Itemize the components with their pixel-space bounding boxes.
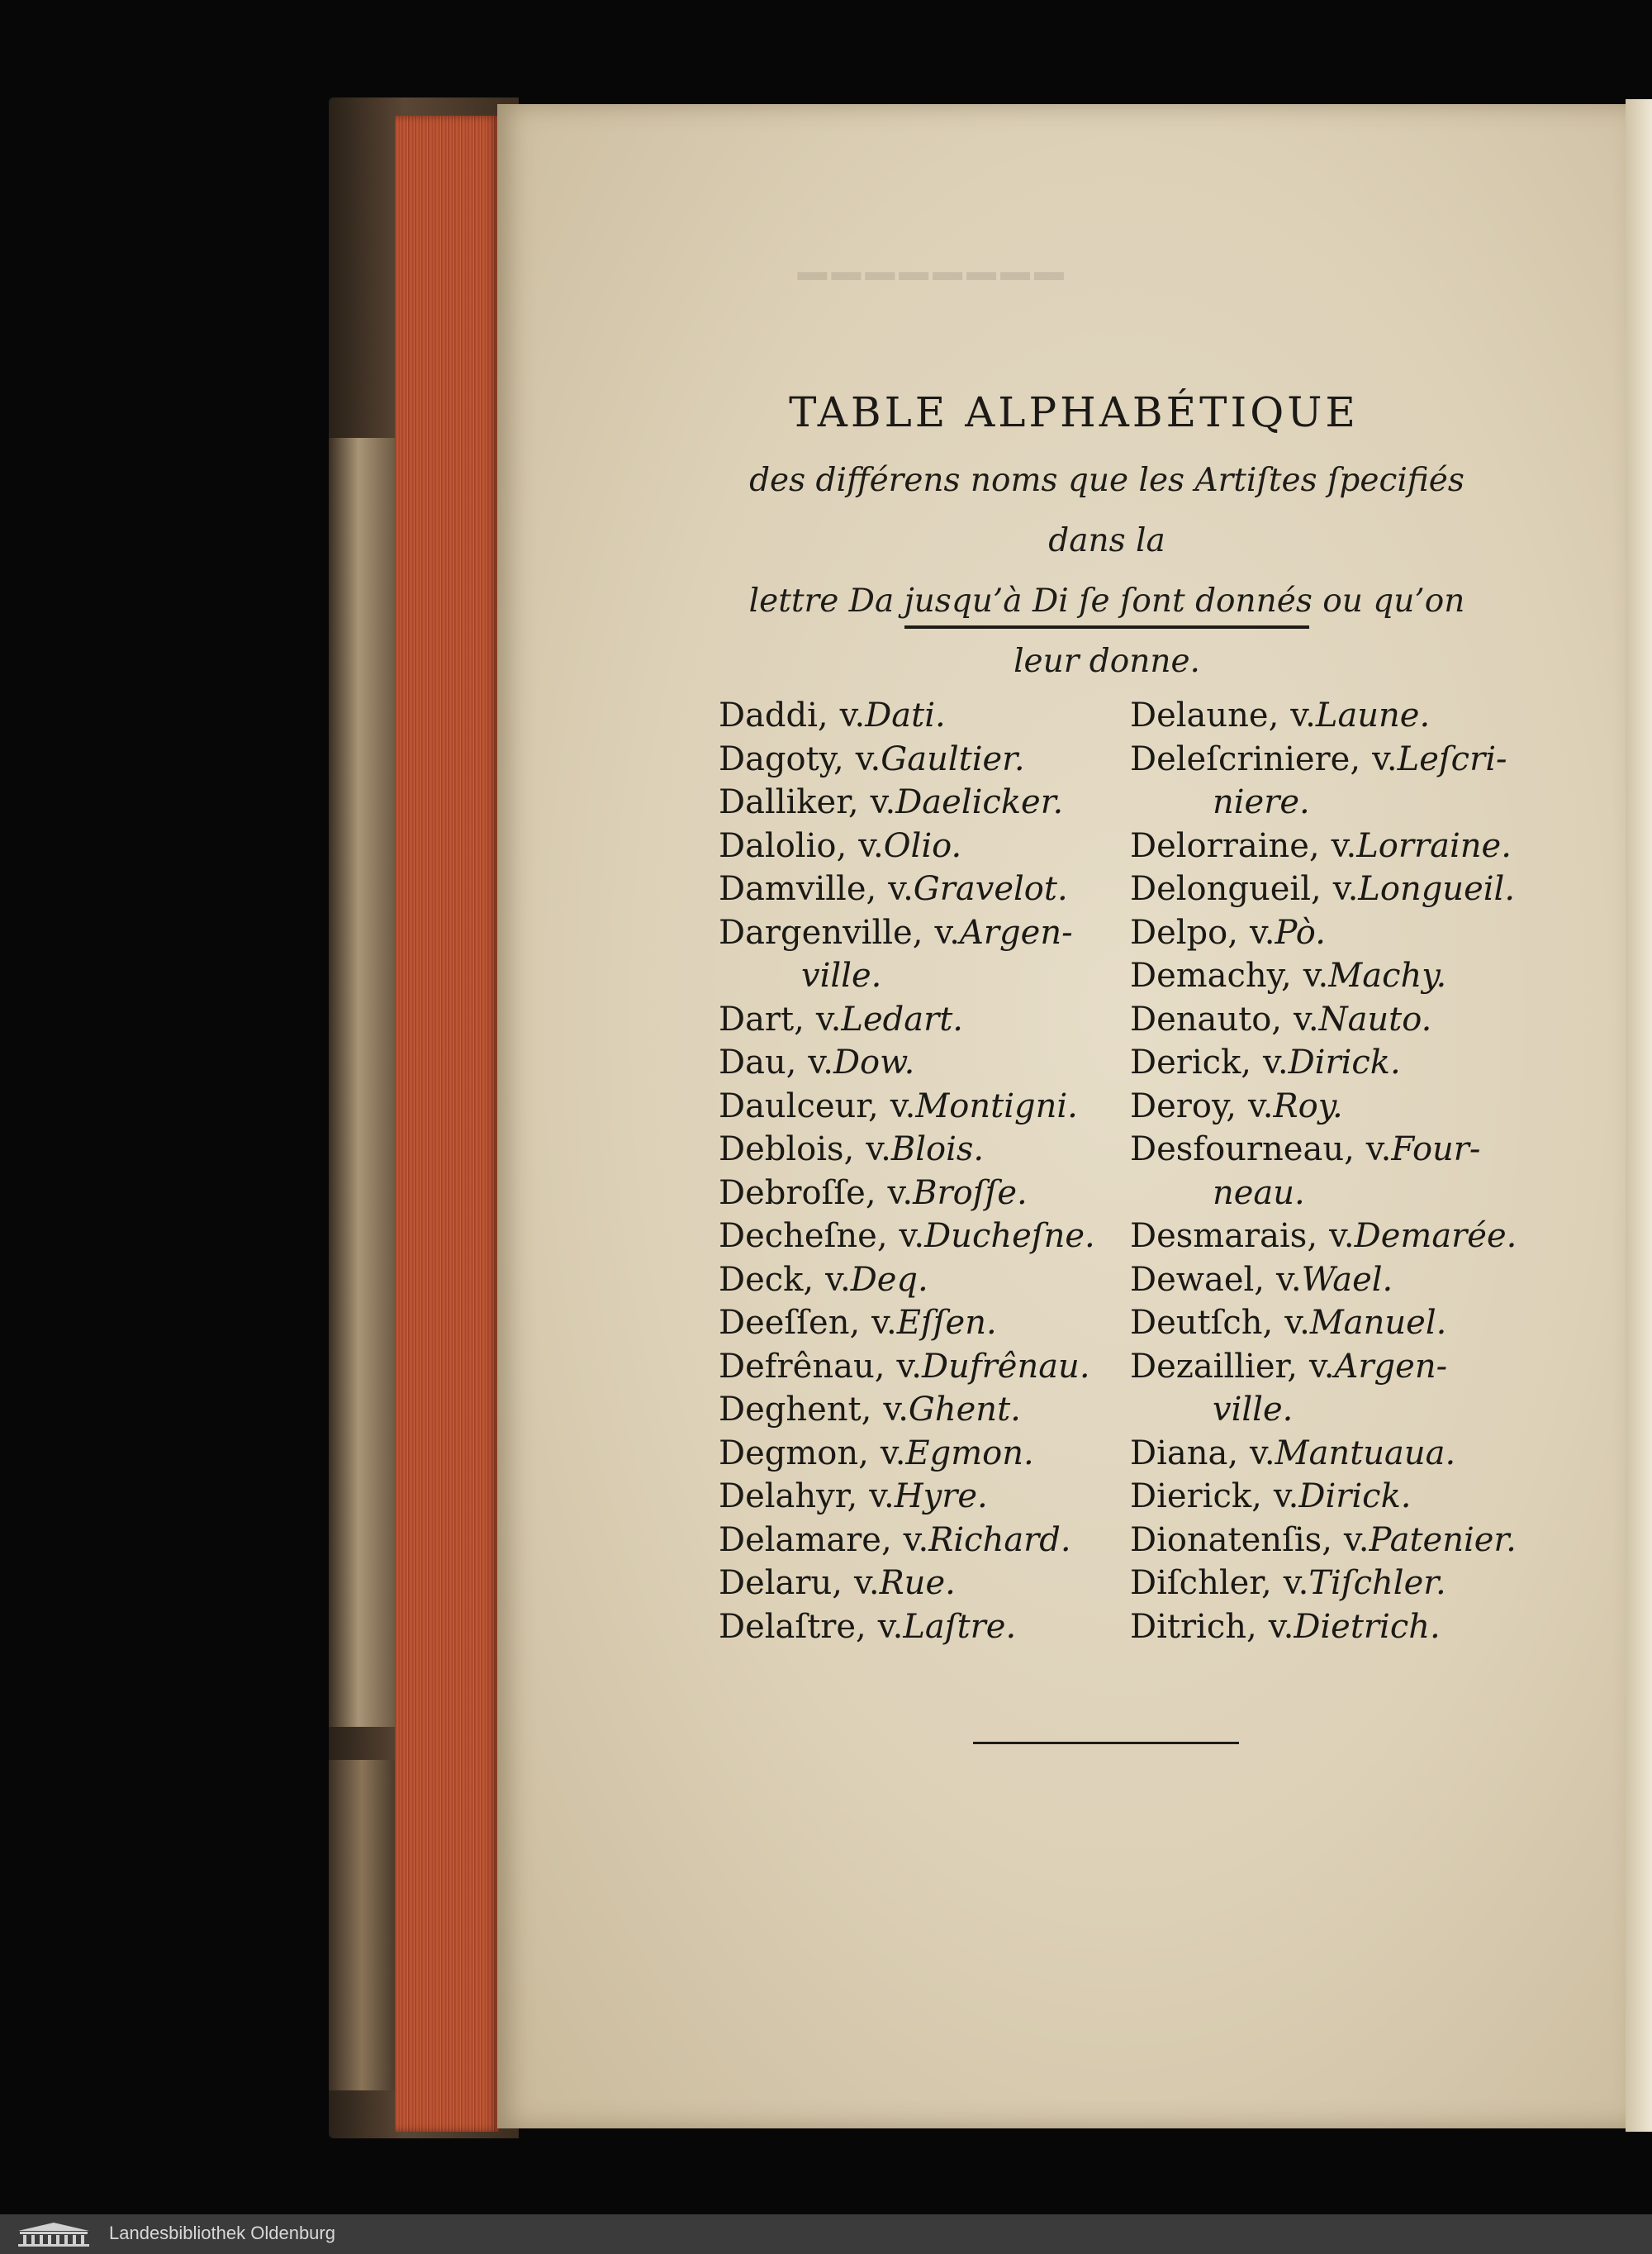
index-entry xyxy=(1130,825,1517,868)
entry-name: Deck, xyxy=(719,1260,814,1299)
entry-name: Daddi, xyxy=(719,697,828,735)
entry-name: Dionatenſis, xyxy=(1130,1520,1332,1559)
entry-reference: Four- xyxy=(1391,1130,1481,1168)
index-entry xyxy=(719,781,1095,825)
entry-name: Delpo, xyxy=(1130,913,1238,952)
entry-reference: Dirick. xyxy=(1288,1044,1401,1082)
entry-reference: Pò. xyxy=(1275,913,1326,952)
facing-page-edge xyxy=(1626,99,1652,2132)
see-abbrev: v. xyxy=(1250,1434,1275,1472)
entry-reference: Eſſen. xyxy=(896,1304,997,1342)
see-abbrev: v. xyxy=(1308,1347,1335,1386)
see-abbrev: v. xyxy=(896,1347,923,1386)
index-entry xyxy=(719,1085,1095,1129)
index-entry xyxy=(1130,1562,1517,1605)
entry-name: Deeſſen, xyxy=(719,1304,861,1342)
index-entry xyxy=(719,1388,1095,1432)
entry-reference: Gravelot. xyxy=(913,870,1068,908)
index-entry xyxy=(719,1605,1095,1649)
see-abbrev: v. xyxy=(899,1217,925,1255)
entry-name: Debroſſe, xyxy=(719,1173,876,1212)
entry-name: Dewael, xyxy=(1130,1260,1265,1299)
see-abbrev: v. xyxy=(880,1434,906,1472)
see-abbrev: v. xyxy=(1263,1044,1289,1082)
index-entry xyxy=(719,1432,1095,1476)
see-abbrev: v. xyxy=(877,1607,904,1646)
see-abbrev: v. xyxy=(853,1564,880,1602)
index-entry xyxy=(719,868,1095,911)
subtitle-line: leur donne. xyxy=(1014,643,1200,680)
entry-name: Delaru, xyxy=(719,1564,843,1602)
page-edges xyxy=(395,116,499,2132)
entry-name: Delahyr, xyxy=(719,1477,858,1515)
entry-name: Damville, xyxy=(719,870,877,908)
see-abbrev: v. xyxy=(839,697,866,735)
index-entry xyxy=(719,738,1095,782)
bleed-through: ━━━━━━━━ xyxy=(793,248,1064,304)
entry-name: Deblois, xyxy=(719,1130,855,1168)
entry-reference-continued: ville. xyxy=(1213,1391,1294,1429)
entry-reference: Laune. xyxy=(1315,697,1431,735)
index-entry xyxy=(1130,1475,1517,1519)
entry-reference: Demarée. xyxy=(1354,1217,1517,1255)
index-entry xyxy=(1130,998,1517,1042)
entry-reference: Leſcri- xyxy=(1397,739,1507,778)
index-entry xyxy=(719,1172,1095,1215)
entry-reference: Broſſe. xyxy=(913,1173,1028,1212)
entry-name: Dargenville, xyxy=(719,913,923,952)
see-abbrev: v. xyxy=(825,1260,851,1299)
entry-name: Deleſcriniere, xyxy=(1130,739,1361,778)
index-entry xyxy=(1130,1301,1517,1345)
footer-bar xyxy=(0,2214,1652,2254)
entry-reference: Ghent. xyxy=(908,1391,1021,1429)
entry-reference: Hyre. xyxy=(894,1477,988,1515)
library-name: Landesbibliothek Oldenburg xyxy=(109,2223,335,2243)
spine-label xyxy=(329,438,395,1727)
index-entry xyxy=(719,1301,1095,1345)
entry-reference: Rue. xyxy=(879,1564,956,1602)
see-abbrev: v. xyxy=(871,1304,897,1342)
entry-reference: Laſtre. xyxy=(903,1607,1017,1646)
spine-label-lower xyxy=(329,1760,395,2090)
see-abbrev: v. xyxy=(1293,1000,1319,1039)
entry-name: Defrênau, xyxy=(719,1347,885,1386)
entry-reference: Argen- xyxy=(1334,1347,1448,1386)
index-entry xyxy=(1130,1215,1517,1258)
see-abbrev: v. xyxy=(870,783,896,821)
index-entry xyxy=(719,911,1095,955)
title-rule xyxy=(904,625,1309,629)
entry-name: Dalliker, xyxy=(719,783,859,821)
entry-name: Denauto, xyxy=(1130,1000,1282,1039)
entry-continuation xyxy=(1130,781,1517,825)
entry-name: Decheſne, xyxy=(719,1217,888,1255)
index-entry xyxy=(1130,868,1517,911)
entry-name: Ditrich, xyxy=(1130,1607,1257,1646)
entry-reference-continued: neau. xyxy=(1213,1173,1305,1212)
page-title: TABLE ALPHABÉTIQUE xyxy=(789,388,1359,436)
index-entry xyxy=(1130,911,1517,955)
entry-name: Delorraine, xyxy=(1130,826,1320,865)
entry-name: Deroy, xyxy=(1130,1087,1237,1125)
entry-name: Desmarais, xyxy=(1130,1217,1318,1255)
subtitle-line: des différens noms que les Artiſtes ſpecifiés dans la xyxy=(749,462,1464,559)
index-entry xyxy=(719,1475,1095,1519)
index-entry xyxy=(1130,1041,1517,1085)
entry-reference: Ledart. xyxy=(841,1000,964,1039)
entry-reference: Patenier. xyxy=(1369,1520,1517,1559)
entry-reference: Longueil. xyxy=(1358,870,1516,908)
entry-reference: Deq. xyxy=(850,1260,928,1299)
see-abbrev: v. xyxy=(888,870,914,908)
entry-reference: Dufrênau. xyxy=(922,1347,1090,1386)
see-abbrev: v. xyxy=(866,1130,891,1168)
entry-reference: Dietrich. xyxy=(1294,1607,1441,1646)
see-abbrev: v. xyxy=(1303,957,1329,995)
index-column-right xyxy=(1130,694,1517,1648)
entry-reference: Daelicker. xyxy=(895,783,1064,821)
entry-name: Degmon, xyxy=(719,1434,869,1472)
entry-continuation xyxy=(719,954,1095,998)
index-entry xyxy=(719,1345,1095,1389)
index-entry xyxy=(719,1128,1095,1172)
entry-reference: Machy. xyxy=(1328,957,1447,995)
see-abbrev: v. xyxy=(1284,1304,1310,1342)
see-abbrev: v. xyxy=(1372,739,1398,778)
see-abbrev: v. xyxy=(934,913,961,952)
entry-name: Deutſch, xyxy=(1130,1304,1274,1342)
entry-name: Dau, xyxy=(719,1044,797,1082)
entry-reference: Dow. xyxy=(833,1044,915,1082)
see-abbrev: v. xyxy=(887,1173,914,1212)
entry-reference: Richard. xyxy=(928,1520,1071,1559)
index-entry xyxy=(1130,1605,1517,1649)
index-entry xyxy=(1130,1432,1517,1476)
see-abbrev: v. xyxy=(858,826,884,865)
see-abbrev: v. xyxy=(1283,1564,1309,1602)
see-abbrev: v. xyxy=(1273,1477,1299,1515)
entry-reference: Argen- xyxy=(960,913,1073,952)
entry-continuation xyxy=(1130,1172,1517,1215)
see-abbrev: v. xyxy=(1343,1520,1370,1559)
entry-reference-continued: niere. xyxy=(1213,783,1310,821)
entry-name: Dagoty, xyxy=(719,739,844,778)
index-entry xyxy=(719,1041,1095,1085)
see-abbrev: v. xyxy=(1247,1087,1274,1125)
entry-name: Diana, xyxy=(1130,1434,1239,1472)
see-abbrev: v. xyxy=(1365,1130,1392,1168)
see-abbrev: v. xyxy=(1268,1607,1294,1646)
see-abbrev: v. xyxy=(883,1391,909,1429)
index-entry xyxy=(1130,1128,1517,1172)
subtitle-line: lettre Da jusqu’à Di ſe ſont donnés ou qu’on xyxy=(748,583,1465,620)
entry-reference: Egmon. xyxy=(905,1434,1034,1472)
entry-reference: Roy. xyxy=(1273,1087,1343,1125)
entry-name: Delaune, xyxy=(1130,697,1279,735)
entry-name: Delongueil, xyxy=(1130,870,1322,908)
page-subtitle xyxy=(710,450,1503,692)
index-entry xyxy=(719,825,1095,868)
entry-name: Dart, xyxy=(719,1000,805,1039)
entry-reference: Manuel. xyxy=(1309,1304,1447,1342)
see-abbrev: v. xyxy=(1249,913,1275,952)
entry-reference: Mantuaua. xyxy=(1275,1434,1456,1472)
see-abbrev: v. xyxy=(1331,826,1357,865)
entry-reference: Blois. xyxy=(890,1130,985,1168)
see-abbrev: v. xyxy=(1332,870,1359,908)
see-abbrev: v. xyxy=(855,739,881,778)
entry-name: Dezaillier, xyxy=(1130,1347,1298,1386)
entry-name: Dierick, xyxy=(1130,1477,1262,1515)
see-abbrev: v. xyxy=(1276,1260,1302,1299)
end-rule xyxy=(973,1742,1239,1744)
entry-name: Desfourneau, xyxy=(1130,1130,1355,1168)
entry-reference: Wael. xyxy=(1301,1260,1393,1299)
see-abbrev: v. xyxy=(869,1477,895,1515)
index-entry xyxy=(719,1519,1095,1562)
index-entry xyxy=(1130,1345,1517,1389)
entry-name: Derick, xyxy=(1130,1044,1252,1082)
entry-reference: Dirick. xyxy=(1298,1477,1412,1515)
index-entry xyxy=(1130,1085,1517,1129)
index-entry xyxy=(719,998,1095,1042)
entry-continuation xyxy=(1130,1388,1517,1432)
entry-reference: Nauto. xyxy=(1318,1000,1432,1039)
library-building-icon xyxy=(17,2221,91,2247)
index-entry xyxy=(719,694,1095,738)
index-column-left xyxy=(719,694,1095,1648)
entry-reference: Tiſchler. xyxy=(1308,1564,1446,1602)
index-entry xyxy=(1130,694,1517,738)
entry-reference-continued: ville. xyxy=(801,957,882,995)
see-abbrev: v. xyxy=(1329,1217,1355,1255)
entry-reference: Gaultier. xyxy=(881,739,1025,778)
see-abbrev: v. xyxy=(808,1044,833,1082)
see-abbrev: v. xyxy=(903,1520,929,1559)
entry-reference: Olio. xyxy=(883,826,962,865)
see-abbrev: v. xyxy=(815,1000,842,1039)
entry-name: Delamare, xyxy=(719,1520,892,1559)
index-entry xyxy=(719,1215,1095,1258)
entry-name: Delaſtre, xyxy=(719,1607,866,1646)
entry-name: Dalolio, xyxy=(719,826,847,865)
entry-reference: Montigni. xyxy=(915,1087,1078,1125)
index-entry xyxy=(1130,954,1517,998)
entry-reference: Dati. xyxy=(865,697,946,735)
see-abbrev: v. xyxy=(1290,697,1316,735)
entry-reference: Lorraine. xyxy=(1356,826,1512,865)
entry-name: Daulceur, xyxy=(719,1087,879,1125)
index-entry xyxy=(719,1562,1095,1605)
index-entry xyxy=(719,1258,1095,1302)
entry-name: Deghent, xyxy=(719,1391,872,1429)
index-entry xyxy=(1130,1519,1517,1562)
entry-name: Demachy, xyxy=(1130,957,1292,995)
entry-name: Diſchler, xyxy=(1130,1564,1272,1602)
see-abbrev: v. xyxy=(890,1087,916,1125)
entry-reference: Ducheſne. xyxy=(924,1217,1095,1255)
index-entry xyxy=(1130,738,1517,782)
index-entry xyxy=(1130,1258,1517,1302)
